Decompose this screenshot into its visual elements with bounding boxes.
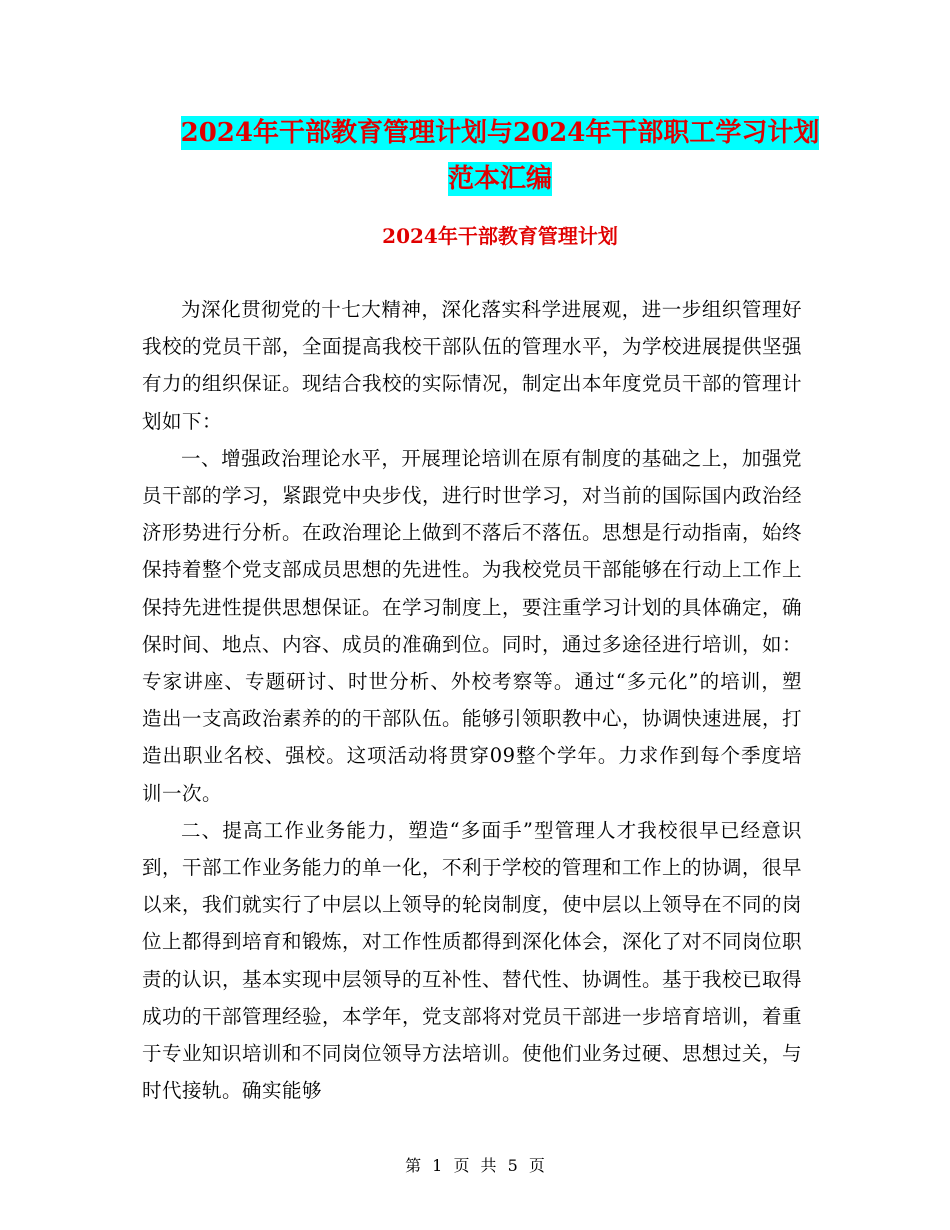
- paragraph-section-2: 二、提高工作业务能力，塑造“多面手”型管理人才我校很早已经意识到，干部工作业务能力的单一化，不利于学校的管理和工作上的协调，很早以来，我们就实行了中层以上领导的轮岗制度，使中层以上领导在不同的岗位上都得到培育和锻炼，对工作性质都得到深化体会，深化了对不同岗位职责的认识，基本实现中层领导的互补性、替代性、协调性。基于我校已取得成功的干部管理经验，本学年，党支部将对党员干部进一步培育培训，着重于专业知识培训和不同岗位领导方法培训。使他们业务过硬、思想过关，与时代接轨。确实能够: [142, 818, 803, 1103]
- document-body: [142, 291, 802, 1109]
- section-title: 2024年干部教育管理计划: [382, 224, 618, 248]
- paragraph-section-1: 一、增强政治理论水平，开展理论培训在原有制度的基础之上，加强党员干部的学习，紧跟党中央步伐，进行时世学习，对当前的国际国内政治经济形势进行分析。在政治理论上做到不落后不落伍。思想是行动指南，始终保持着整个党支部成员思想的先进性。为我校党员干部能够在行动上工作上保持先进性提供思想保证。在学习制度上，要注重学习计划的具体确定，确保时间、地点、内容、成员的准确到位。同时，通过多途径进行培训，如：专家讲座、专题研讨、时世分析、外校考察等。通过“多元化”的培训，塑造出一支高政治素养的的干部队伍。能够引领职教中心，协调快速进展，打造出职业名校、强校。这项活动将贯穿09整个学年。力求作到每个季度培训一次。: [142, 446, 803, 805]
- title-line-1: 2024年干部教育管理计划与2024年干部职工学习计划: [180, 118, 820, 148]
- paragraph-intro: 为深化贯彻党的十七大精神，深化落实科学进展观，进一步组织管理好我校的党员干部，全面提高我校干部队伍的管理水平，为学校进展提供坚强有力的组织保证。现结合我校的实际情况，制定出本年度党员干部的管理计划如下：: [142, 298, 803, 433]
- title-line-2: 范本汇编: [447, 164, 552, 194]
- page-footer: 第 1 页 共 5 页: [405, 1156, 545, 1175]
- document-title: [120, 110, 880, 202]
